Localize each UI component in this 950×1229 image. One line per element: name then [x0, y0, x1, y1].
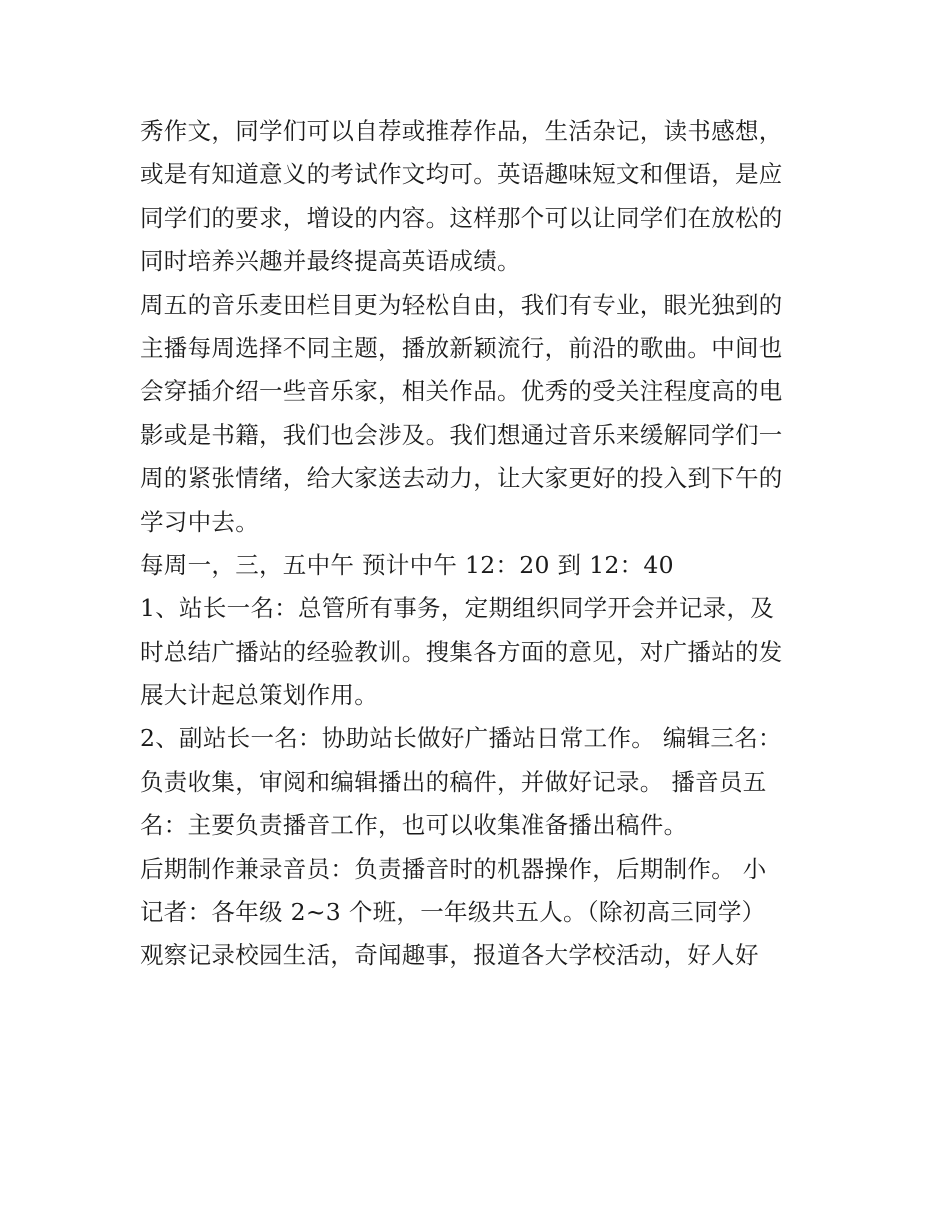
text-line: 时总结广播站的经验教训。搜集各方面的意见，对广播站的发: [140, 637, 783, 666]
text-line: 周五的音乐麦田栏目更为轻松自由，我们有专业，眼光独到的: [140, 290, 783, 319]
text-line: 周的紧张情绪，给大家送去动力，让大家更好的投入到下午的: [140, 464, 783, 493]
text-line: 同时培养兴趣并最终提高英语成绩。: [140, 247, 521, 276]
text-line: 负责收集，审阅和编辑播出的稿件，并做好记录。 播音员五: [140, 767, 767, 796]
text-line: 2、副站长一名：协助站长做好广播站日常工作。 编辑三名：: [140, 724, 782, 753]
text-line: 观察记录校园生活，奇闻趣事，报道各大学校活动，好人好: [140, 941, 759, 970]
text-line: 影或是书籍，我们也会涉及。我们想通过音乐来缓解同学们一: [140, 420, 783, 449]
text-line: 学习中去。: [140, 507, 259, 536]
text-line: 同学们的要求，增设的内容。这样那个可以让同学们在放松的: [140, 203, 783, 232]
text-line: 后期制作兼录音员：负责播音时的机器操作，后期制作。 小: [140, 854, 767, 883]
text-line: 主播每周选择不同主题，播放新颖流行，前沿的歌曲。中间也: [140, 333, 783, 362]
text-line: 名：主要负责播音工作，也可以收集准备播出稿件。: [140, 811, 688, 840]
text-line: 1、站长一名：总管所有事务，定期组织同学开会并记录，及: [140, 594, 775, 623]
text-line: 或是有知道意义的考试作文均可。英语趣味短文和俚语，是应: [140, 160, 783, 189]
document-body: [140, 110, 830, 978]
text-line: 展大计起总策划作用。: [140, 681, 378, 710]
text-line: 会穿插介绍一些音乐家，相关作品。优秀的受关注程度高的电: [140, 377, 783, 406]
text-line: 记者：各年级 2~3 个班，一年级共五人。（除初高三同学）: [140, 898, 766, 927]
text-line: 秀作文，同学们可以自荐或推荐作品，生活杂记，读书感想，: [140, 117, 783, 145]
text-line: 每周一，三，五中午 预计中午 12：20 到 12：40: [140, 550, 674, 579]
